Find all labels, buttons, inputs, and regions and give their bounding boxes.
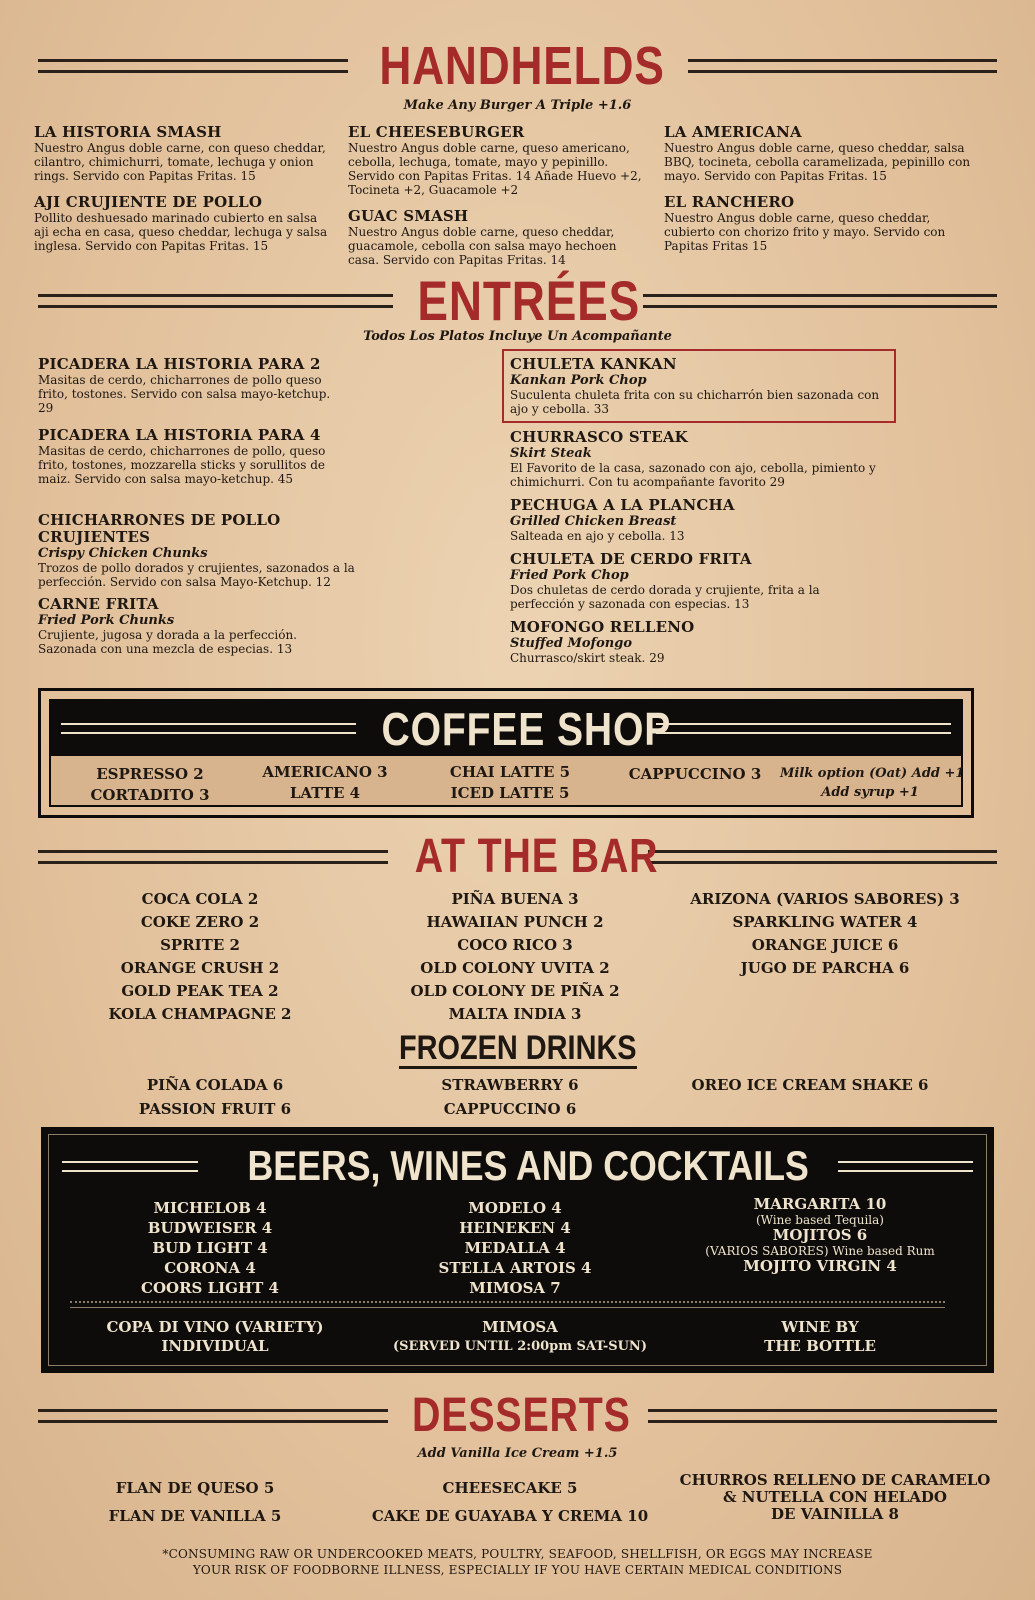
desserts-column-3 [675,1472,995,1523]
drink-item: PIÑA BUENA 3 [451,890,579,908]
menu-item [510,497,870,543]
bar-column-2 [395,888,635,1026]
coffee-item: AMERICANO 3 [262,763,388,781]
item-name: MOFONGO RELLENO [510,618,695,636]
menu-item [348,124,653,197]
handhelds-header [38,38,997,94]
item-english-name: Kankan Pork Chop [510,373,647,388]
item-description: Masitas de cerdo, chicharrones de pollo queso frito, tostones. Servido con salsa mayo-ketchup. 29 [38,373,331,415]
item-name: GUAC SMASH [348,207,469,225]
drink-item: ORANGE CRUSH 2 [120,959,280,977]
item-english-name: Stuffed Mofongo [510,636,633,651]
item-description: Dos chuletas de cerdo dorada y crujiente, frita a la perfección y sazonada con especias. 13 [510,583,820,611]
entrees-subtitle: Todos Los Platos Incluye Un Acompañante [363,329,672,344]
dessert-item: CHURROS RELLENO DE CARAMELO [679,1471,991,1489]
frozen-column-3 [680,1073,940,1097]
cocktail-item: MARGARITA 10 [753,1195,887,1213]
header-rule-right [648,1409,998,1423]
banner-rule-left [61,723,356,734]
drink-item: SPRITE 2 [160,936,240,954]
coffee-item: ESPRESSO 2 [96,765,204,783]
beers-column-2 [410,1198,620,1298]
menu-item [38,356,338,415]
drink-item: OLD COLONY UVITA 2 [420,959,610,977]
header-rule-left [38,850,388,864]
beers-divider [70,1301,945,1308]
drink-item: PASSION FRUIT 6 [138,1100,292,1118]
drink-item: COORS LIGHT 4 [141,1279,279,1297]
wine-item: MIMOSA [482,1318,558,1336]
item-name: CHULETA KANKAN [510,355,677,373]
coffee-shop-banner [51,701,961,756]
item-name: EL RANCHERO [664,193,795,211]
item-name: AJI CRUJIENTE DE POLLO [34,193,263,211]
header-rule-right [643,294,998,308]
drink-item: HAWAIIAN PUNCH 2 [426,913,604,931]
item-name: LA HISTORIA SMASH [34,123,222,141]
drink-item: MICHELOB 4 [153,1199,267,1217]
item-english-name: Crispy Chicken Chunks [38,546,208,561]
dessert-item: FLAN DE VANILLA 5 [108,1507,282,1525]
wine-column-2 [380,1318,660,1356]
drink-item: MODELO 4 [468,1199,562,1217]
coffee-addon: Milk option (Oat) Add +1 [780,766,965,781]
handhelds-subtitle: Make Any Burger A Triple +1.6 [403,98,632,113]
item-description: Nuestro Angus doble carne, queso cheddar, guacamole, cebolla con salsa mayo hechoen casa. Servido con Papitas Fritas. 14 [348,225,617,267]
menu-item [348,208,638,267]
frozen-column-1 [115,1073,315,1121]
bar-header [38,832,997,882]
header-rule-left [38,59,348,73]
menu-item [38,427,338,486]
coffee-item: CAPPUCCINO 3 [628,765,762,783]
drink-item: SPARKLING WATER 4 [732,913,918,931]
wine-note: (SERVED UNTIL 2:00pm SAT-SUN) [393,1339,647,1354]
drink-item: KOLA CHAMPAGNE 2 [108,1005,292,1023]
drink-item: ARIZONA (VARIOS SABORES) 3 [690,890,960,908]
header-rule-left [38,294,393,308]
disclaimer-line: *CONSUMING RAW OR UNDERCOOKED MEATS, POULTRY, SEAFOOD, SHELLFISH, OR EGGS MAY INCREASE [162,1547,873,1561]
header-rule-left [38,1409,388,1423]
desserts-header [38,1390,997,1442]
handhelds-title: HANDHELDS [378,36,665,96]
item-description: Nuestro Angus doble carne, queso cheddar, cubierto con chorizo frito y mayo. Servido con Papitas Fritas 15 [664,211,946,253]
beers-header [62,1140,973,1192]
cocktail-note: (Wine based Tequila) [756,1213,884,1227]
item-name: EL CHEESEBURGER [348,123,525,141]
wine-item: WINE BY [781,1318,859,1336]
coffee-column-2 [240,762,410,804]
item-description: Churrasco/skirt steak. 29 [510,651,665,665]
coffee-shop-title: COFFEE SHOP [381,702,672,755]
drink-item: BUDWEISER 4 [147,1219,273,1237]
menu-item-featured [510,356,885,416]
item-english-name: Skirt Steak [510,446,592,461]
beers-column-3 [690,1196,950,1275]
coffee-column-1 [70,764,230,806]
cocktail-item: MOJITOS 6 [772,1226,868,1244]
food-safety-disclaimer [0,1546,1035,1578]
item-name: LA AMERICANA [664,123,802,141]
item-description: Nuestro Angus doble carne, con queso cheddar, cilantro, chimichurri, tomate, lechuga y onion rings. Servido con Papitas Fritas. 15 [34,141,326,183]
dessert-item: CHEESECAKE 5 [442,1479,578,1497]
drink-item: JUGO DE PARCHA 6 [740,959,910,977]
menu-item [38,512,383,589]
drink-item: CORONA 4 [164,1259,256,1277]
drink-item: MEDALLA 4 [464,1239,566,1257]
coffee-item: CORTADITO 3 [90,786,210,804]
wine-item: COPA DI VINO (VARIETY) [106,1318,324,1336]
menu-item [38,596,338,656]
header-rule-right [688,59,998,73]
item-english-name: Grilled Chicken Breast [510,514,677,529]
menu-item [510,429,910,489]
bar-title: AT THE BAR [414,830,658,883]
drink-item: STRAWBERRY 6 [441,1076,579,1094]
desserts-column-1 [90,1474,300,1530]
wine-column-1 [90,1318,340,1356]
drink-item: MALTA INDIA 3 [448,1005,582,1023]
menu-item [34,194,334,253]
desserts-subtitle: Add Vanilla Ice Cream +1.5 [417,1446,618,1461]
coffee-column-4 [610,764,780,785]
menu-item [664,194,954,253]
item-name: PICADERA LA HISTORIA PARA 4 [38,426,321,444]
disclaimer-line: YOUR RISK OF FOODBORNE ILLNESS, ESPECIALLY IF YOU HAVE CERTAIN MEDICAL CONDITIONS [192,1563,843,1577]
frozen-header [0,1030,1035,1069]
header-rule-right [648,850,998,864]
drink-item: COCA COLA 2 [141,890,259,908]
frozen-title: FROZEN DRINKS [398,1029,637,1067]
item-name: CHICHARRONES DE POLLO CRUJIENTES [38,511,281,546]
coffee-addon: Add syrup +1 [821,785,919,800]
item-description: Salteada en ajo y cebolla. 13 [510,529,685,543]
coffee-item: ICED LATTE 5 [450,784,570,802]
item-description: Pollito deshuesado marinado cubierto en salsa aji echa en casa, queso cheddar, lechuga y salsa inglesa. Servido con Papitas Fritas. 15 [34,211,328,253]
drink-item: STELLA ARTOIS 4 [438,1259,592,1277]
frozen-column-2 [410,1073,610,1121]
item-description: Crujiente, jugosa y dorada a la perfección. Sazonada con una mezcla de especias. 13 [38,628,297,656]
coffee-item: CHAI LATTE 5 [449,763,571,781]
desserts-column-2 [360,1474,660,1530]
desserts-title: DESSERTS [411,1389,631,1442]
item-name: CHULETA DE CERDO FRITA [510,550,752,568]
drink-item: COKE ZERO 2 [140,913,260,931]
menu-item [34,124,344,183]
coffee-column-3 [420,762,600,804]
drink-item: CAPPUCCINO 6 [443,1100,577,1118]
item-description: Masitas de cerdo, chicharrones de pollo, queso frito, tostones, mozzarella sticks y sorullitos de maiz. Servido con salsa mayo-ketchup. 45 [38,444,326,486]
drink-item: PIÑA COLADA 6 [146,1076,284,1094]
item-english-name: Fried Pork Chunks [38,613,175,628]
drink-item: BUD LIGHT 4 [152,1239,268,1257]
item-description: Nuestro Angus doble carne, queso americano, cebolla, lechuga, tomate, mayo y pepinillo. Servido con Papitas Fritas. 14 Añade Huevo +2, Tocineta +2, Guacamole +2 [348,141,642,197]
item-description: El Favorito de la casa, sazonado con ajo, cebolla, pimiento y chimichurri. Con tu acompañante favorito 29 [510,461,876,489]
item-name: CHURRASCO STEAK [510,428,688,446]
wine-item: THE BOTTLE [764,1337,876,1355]
drink-item: ORANGE JUICE 6 [751,936,899,954]
item-name: CARNE FRITA [38,595,159,613]
dessert-item: & NUTELLA CON HELADO [723,1488,947,1506]
coffee-column-5 [780,764,965,802]
item-description: Suculenta chuleta frita con su chicharrón bien sazonada con ajo y cebolla. 33 [510,388,880,416]
entrees-title: ENTRÉES [416,269,640,332]
item-name: PECHUGA A LA PLANCHA [510,496,735,514]
dessert-item: CAKE DE GUAYABA Y CREMA 10 [371,1507,649,1525]
drink-item: OLD COLONY DE PIÑA 2 [410,982,620,1000]
cocktail-note: (VARIOS SABORES) Wine based Rum [705,1244,935,1258]
cocktail-item: MOJITO VIRGIN 4 [743,1257,897,1275]
bar-column-1 [100,888,300,1026]
coffee-item: LATTE 4 [289,784,361,802]
item-description: Nuestro Angus doble carne, queso cheddar, salsa BBQ, tocineta, cebolla caramelizada, pepinillo con mayo. Servido con Papitas Fritas. 15 [664,141,971,183]
item-description: Trozos de pollo dorados y crujientes, sazonados a la perfección. Servido con salsa Mayo-Ketchup. 12 [38,561,355,589]
banner-rule-right [656,723,951,734]
wine-item: INDIVIDUAL [161,1337,269,1355]
beers-column-1 [110,1198,310,1298]
drink-item: MIMOSA 7 [469,1279,561,1297]
item-name: PICADERA LA HISTORIA PARA 2 [38,355,321,373]
dessert-item: FLAN DE QUESO 5 [115,1479,275,1497]
item-english-name: Fried Pork Chop [510,568,629,583]
wine-column-3 [720,1318,920,1356]
drink-item: HEINEKEN 4 [459,1219,571,1237]
menu-item [510,551,860,611]
drink-item: GOLD PEAK TEA 2 [121,982,279,1000]
drink-item: OREO ICE CREAM SHAKE 6 [691,1076,929,1094]
menu-item [664,124,984,183]
header-rule-right [838,1161,974,1172]
beers-title: BEERS, WINES AND COCKTAILS [247,1142,809,1189]
bar-column-3 [680,888,970,980]
dessert-item: DE VAINILLA 8 [771,1505,899,1523]
menu-item [510,619,860,665]
header-rule-left [62,1161,198,1172]
entrees-header [38,269,997,332]
drink-item: COCO RICO 3 [457,936,573,954]
